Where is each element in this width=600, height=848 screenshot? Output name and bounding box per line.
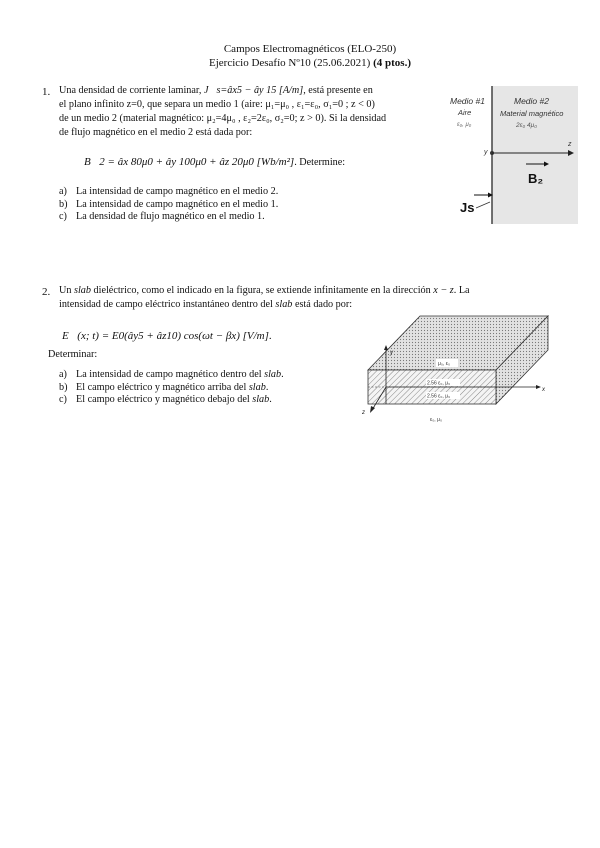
b2-equation [84,156,345,168]
e-field-equation: E⃗(x; t) = E0(ây5 + âz10) cos(ωt − βx) [V/m]. [62,330,272,342]
js-label: Js [460,200,475,215]
b2-label: B₂ [528,171,544,186]
slab-lower-label: 2.56 ε₀, μ₀ [427,393,451,400]
medio-1-name: Aire [458,108,472,117]
problem-1-items [59,186,278,224]
axis-z-label: z [568,141,572,148]
figure-dielectric-slab [360,308,560,426]
problem-2-items [59,369,284,407]
slab-axis-x: x [542,387,545,393]
document-header [0,42,600,70]
x-axis-arrow [536,385,541,389]
problem-1-line-2: el plano infinito z=0, que separa un medio 1 (aire: μ₁=μ₀ , ε₁=ε₀, σ₁=0 ; z < 0) [59,99,375,110]
b2-suffix: . Determine: [294,157,346,168]
problem-1-line-1 [59,84,439,98]
list-item: b) El campo eléctrico y magnético arriba del slab. [59,381,269,393]
medio-1-params: ε₀, μ₀ [457,122,472,128]
list-item: a) La intensidad de campo magnético en el medio 2. [59,186,279,197]
problem-1-statement [59,84,439,140]
problem-2-number: 2. [42,286,51,298]
list-item: c) La densidad de flujo magnético en el medio 1. [59,211,265,222]
medio-2-params: 2ε₀ 4μ₀ [516,122,537,129]
region-below-label: ε₀, μ₀ [430,417,443,423]
list-item: c) El campo eléctrico y magnético debajo del slab. [59,394,272,405]
medio-2-name: Material magnético [500,109,564,118]
axis-y-label: y [484,149,488,156]
slab-upper-label: 2.56 ε₀, μ₀ [427,380,451,387]
y-axis-arrow [384,345,388,350]
list-item: a) La intensidad de campo magnético dentro del slab. [59,369,284,380]
figure-current-sheet [440,84,580,228]
problem-1-line-4: de flujo magnético en el medio 2 está dada por: [59,127,253,138]
exercise-name: Ejercicio Desafío Nº10 (25.06.2021) [209,57,371,69]
problem-2-line-2: intensidad de campo eléctrico instantáneo dentro del slab está dado por: [59,299,353,310]
medio-2-label: Medio #2 [514,96,549,106]
b2-expression: B⃗2 = âx 80μ0 + ây 100μ0 + âz 20μ0 [Wb/m²] [84,156,295,168]
js-expression: J⃗s=âx5 − ây 15 [A/m] [204,85,304,96]
course-title: Campos Electromagnéticos (ELO-250) [223,43,397,55]
e-expression: E⃗(x; t) = E0(ây5 + âz10) cos(ωt − βx) [V/m] [62,330,269,342]
problem-1-number: 1. [42,86,51,98]
problem-2-line-1: Un slab dieléctrico, como el indicado en la figura, se extiende infinitamente en la dirección x − z. La [59,285,470,296]
medio-2-region [492,86,578,224]
problem-1-line-3: de un medio 2 (material magnético: μ₂=4μ₀ , ε₂=2ε₀, σ₂=0; z > 0). Si la densidad [59,113,387,124]
medio-1-label: Medio #1 [450,96,485,106]
slab-axis-z: z [362,410,365,416]
region-above-label: μ₀, ε₀ [438,361,451,367]
list-item: b) La intensidad de campo magnético en el medio 1. [59,198,279,210]
exercise-subtitle [0,56,600,70]
determinar-label: Determinar: [48,349,98,360]
exercise-points: (4 ptos.) [373,57,411,69]
p1-intro-a: Una densidad de corriente laminar, [59,85,202,96]
p1-intro-b: , está presente en [303,85,373,96]
slab-axis-y: y [390,350,393,356]
